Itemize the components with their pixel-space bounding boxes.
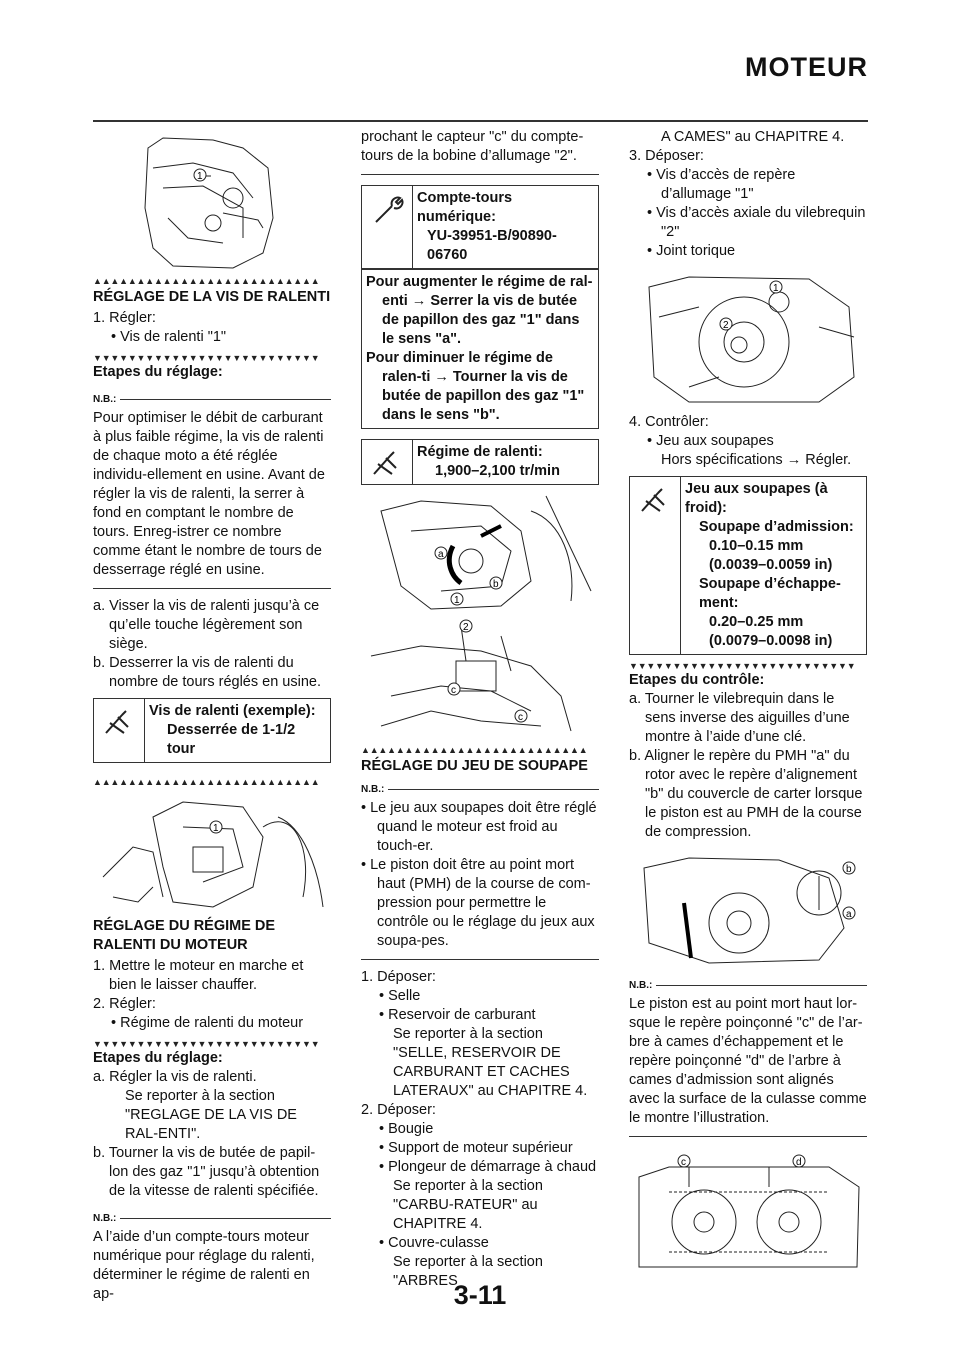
spec-exhaust-label: Soupape d’échappe-ment:: [699, 576, 841, 611]
step-a: a. Régler la vis de ralenti.: [93, 1069, 257, 1085]
fig3-callout-a: a: [438, 549, 444, 560]
fig3-callout-1: 1: [454, 595, 460, 606]
steps-heading: Etapes du réglage:: [93, 364, 223, 380]
fig3-callout-b: b: [493, 579, 499, 590]
spec-box-idle-screw: [93, 698, 331, 763]
bullet-text: • Bougie: [379, 1121, 434, 1137]
spec-intake-in: (0.0039–0.0059 in): [709, 557, 833, 573]
fig6-callout-b: b: [846, 864, 852, 875]
wrench-icon: [362, 440, 413, 484]
section-title-idle-speed: RÉGLAGE DU RÉGIME DE RALENTI DU MOTEUR: [93, 918, 276, 953]
fig1-callout: 1: [197, 171, 203, 182]
nb-label: [361, 780, 599, 799]
divider: [361, 959, 599, 960]
nb-text: A l’aide d’un compte-tours moteur numérique pour réglage du ralenti, déterminer le régime de ralenti en ap-: [93, 1229, 315, 1302]
fig6-callout-a: a: [846, 909, 852, 920]
page-number: 3-11: [453, 1280, 507, 1310]
divider: [629, 1136, 867, 1137]
nb-bullet: • Le piston doit être au point mort haut (PMH) de la course de com-pression pour permettre le contrôle ou le réglage du jeux aux soupa-pes.: [361, 857, 595, 949]
bullet-text: • Support de moteur supérieur: [379, 1140, 573, 1156]
step-text: 2. Régler:: [93, 996, 156, 1012]
triangle-row-up: ▲▲▲▲▲▲▲▲▲▲▲▲▲▲▲▲▲▲▲▲▲▲▲▲▲▲: [93, 777, 320, 787]
step-text: 1. Déposer:: [361, 969, 436, 985]
triangle-row-down: ▼▼▼▼▼▼▼▼▼▼▼▼▼▼▼▼▼▼▼▼▼▼▼▼▼▼: [93, 1039, 320, 1049]
nb-label: [629, 976, 867, 995]
bullet-text: • Selle: [379, 988, 421, 1004]
column-1: [93, 128, 331, 1304]
wrench-icon: [630, 477, 681, 654]
section-title-idle-screw: RÉGLAGE DE LA VIS DE RALENTI: [93, 289, 331, 305]
increase-instruction: Pour augmenter le régime de ral-enti → Serrer la vis de butée de papillon des gaz "1" dans le sens "a".: [366, 274, 593, 347]
nb-label-text: N.B.:: [93, 394, 117, 405]
spec-box-valve-clearance: [629, 476, 867, 655]
tool-part-number: YU-39951-B/90890-06760: [427, 228, 557, 263]
tool-label: Compte-tours numérique:: [417, 190, 513, 225]
spec-box-idle-speed: [361, 439, 599, 485]
step-text: 2. Déposer:: [361, 1102, 436, 1118]
fig5-callout-2: 2: [723, 320, 729, 331]
step-ref: Hors spécifications → Régler.: [661, 452, 852, 468]
fig4-callout-c2: c: [518, 712, 523, 723]
spec-label: Jeu aux soupapes (à froid):: [685, 481, 828, 516]
nb-label-text: N.B.:: [629, 980, 653, 991]
fig7-callout-d: d: [796, 1157, 802, 1168]
spec-exhaust-mm: 0.20–0.25 mm: [709, 614, 804, 630]
step-b: b. Desserrer la vis de ralenti du nombre de tours réglés en usine.: [93, 655, 321, 690]
triangle-row-down: ▼▼▼▼▼▼▼▼▼▼▼▼▼▼▼▼▼▼▼▼▼▼▼▼▼▼: [93, 353, 320, 363]
fig4-callout-2: 2: [463, 622, 469, 633]
steps-heading: Etapes du contrôle:: [629, 672, 765, 688]
nb-text: Le piston est au point mort haut lor-sque le repère poinçonné "c" de l’ar-bre à cames d’échappement et le repère poinçonné "d" de l’arbre à cames d’admission sont alignés avec la surface de la culasse comme le montre l’illustration.: [629, 996, 867, 1126]
bullet-text: • Reservoir de carburant: [379, 1007, 536, 1023]
adjust-direction-box: [361, 269, 599, 429]
bullet-text: • Régime de ralenti du moteur: [111, 1015, 304, 1031]
divider: [93, 588, 331, 589]
tool-box: [361, 185, 599, 269]
nb-label-text: N.B.:: [93, 1213, 117, 1224]
section-title-valve-clearance: RÉGLAGE DU JEU DE SOUPAPE: [361, 758, 588, 774]
figure-tdc-mark: [629, 848, 867, 968]
nb-label-text: N.B.:: [361, 784, 385, 795]
step-text: 3. Déposer:: [629, 148, 704, 164]
page-header-title: MOTEUR: [745, 52, 868, 82]
bullet-text: • Vis de ralenti "1": [111, 329, 227, 345]
nb-label: [93, 390, 331, 409]
nb-bullet: • Le jeu aux soupapes doit être réglé quand le moteur est froid au touch-er.: [361, 800, 597, 854]
step-b: b. Aligner le repère du PMH "a" du rotor avec le repère d’alignement "b" du couvercle de carter lorsque le piston est au PMH de la course de compression.: [629, 748, 863, 840]
step-ref: Se reporter à la section "SELLE, RESERVOIR DE CARBURANT ET CACHES LATERAUX" au CHAPITRE 4.: [393, 1026, 588, 1099]
nb-label: [93, 1209, 331, 1228]
figure-idle-screw: [93, 128, 331, 276]
step-text: 1. Régler:: [93, 310, 156, 326]
fig4-callout-c: c: [451, 685, 456, 696]
triangle-row-up: ▲▲▲▲▲▲▲▲▲▲▲▲▲▲▲▲▲▲▲▲▲▲▲▲▲▲: [93, 276, 320, 286]
header-rule: [93, 120, 868, 122]
step-b: b. Tourner la vis de butée de papil-lon des gaz "1" jusqu’à obtention de la vitesse de ralenti spécifiée.: [93, 1145, 320, 1199]
triangle-row-down: ▼▼▼▼▼▼▼▼▼▼▼▼▼▼▼▼▼▼▼▼▼▼▼▼▼▼: [629, 661, 856, 671]
spec-label: Régime de ralenti:: [417, 444, 543, 460]
figure-ignition-coil: [361, 616, 599, 741]
bullet-text: • Vis d’accès de repère d’allumage "1": [647, 167, 796, 202]
spec-value: 1,900–2,100 tr/min: [435, 463, 560, 479]
decrease-instruction: Pour diminuer le régime de ralen-ti → Tourner la vis de butée de papillon des gaz "1" dans le sens "b".: [366, 350, 585, 423]
spec-exhaust-in: (0.0079–0.0098 in): [709, 633, 833, 649]
bullet-text: • Jeu aux soupapes: [647, 433, 774, 449]
spec-intake-label: Soupape d’admission:: [699, 519, 854, 535]
bullet-text: • Plongeur de démarrage à chaud: [379, 1159, 597, 1175]
bullet-text: • Joint torique: [647, 243, 736, 259]
step-ref: Se reporter à la section "REGLAGE DE LA VIS DE RAL-ENTI".: [125, 1088, 297, 1142]
spec-intake-mm: 0.10–0.15 mm: [709, 538, 804, 554]
bullet-text: • Vis d’accès axiale du vilebrequin "2": [647, 205, 866, 240]
step-text: 1. Mettre le moteur en marche et bien le laisser chauffer.: [93, 958, 304, 993]
step-text: 4. Contrôler:: [629, 414, 709, 430]
figure-camshafts: [629, 1147, 867, 1287]
tool-icon: [362, 186, 413, 268]
wrench-icon: [94, 699, 145, 762]
triangle-row-up: ▲▲▲▲▲▲▲▲▲▲▲▲▲▲▲▲▲▲▲▲▲▲▲▲▲▲: [361, 745, 588, 755]
figure-throttle-adjust: [361, 491, 599, 616]
figure-throttle-stop-screw: [93, 787, 331, 915]
step-ref: Se reporter à la section "CARBU-RATEUR" au CHAPITRE 4.: [393, 1178, 543, 1232]
step-a: a. Visser la vis de ralenti jusqu’à ce qu’elle touche légèrement son siège.: [93, 598, 320, 652]
fig7-callout-c: c: [681, 1157, 686, 1168]
figure-crankcase-cover: [629, 267, 867, 407]
step-a: a. Tourner le vilebrequin dans le sens inverse des aiguilles d’une montre à l’aide d’une clé.: [629, 691, 850, 745]
column-2: [361, 128, 599, 1291]
bullet-text: • Couvre-culasse: [379, 1235, 489, 1251]
continued-text: A CAMES" au CHAPITRE 4.: [661, 129, 845, 145]
step-ref: Se reporter à la section "ARBRES: [393, 1254, 543, 1289]
steps-heading: Etapes du réglage:: [93, 1050, 223, 1066]
fig2-callout: 1: [213, 823, 219, 834]
fig5-callout-1: 1: [773, 283, 779, 294]
spec-label: Vis de ralenti (exemple):: [149, 703, 316, 719]
spec-value: Desserrée de 1-1/2 tour: [167, 722, 296, 757]
continued-text: prochant le capteur "c" du compte-tours de la bobine d’allumage "2".: [361, 129, 584, 164]
nb-text: Pour optimiser le débit de carburant à plus faible régime, la vis de ralenti de chaque moto a été réglée individu-ellement en usine. Avant de régler la vis de ralenti, la serrer à fond en comptant le nombre de tours. Enreg-istrer ce nombre comme étant le nombre de tours de desserrage réglé en usine.: [93, 410, 325, 578]
column-3: [629, 128, 867, 1287]
divider: [361, 174, 599, 175]
